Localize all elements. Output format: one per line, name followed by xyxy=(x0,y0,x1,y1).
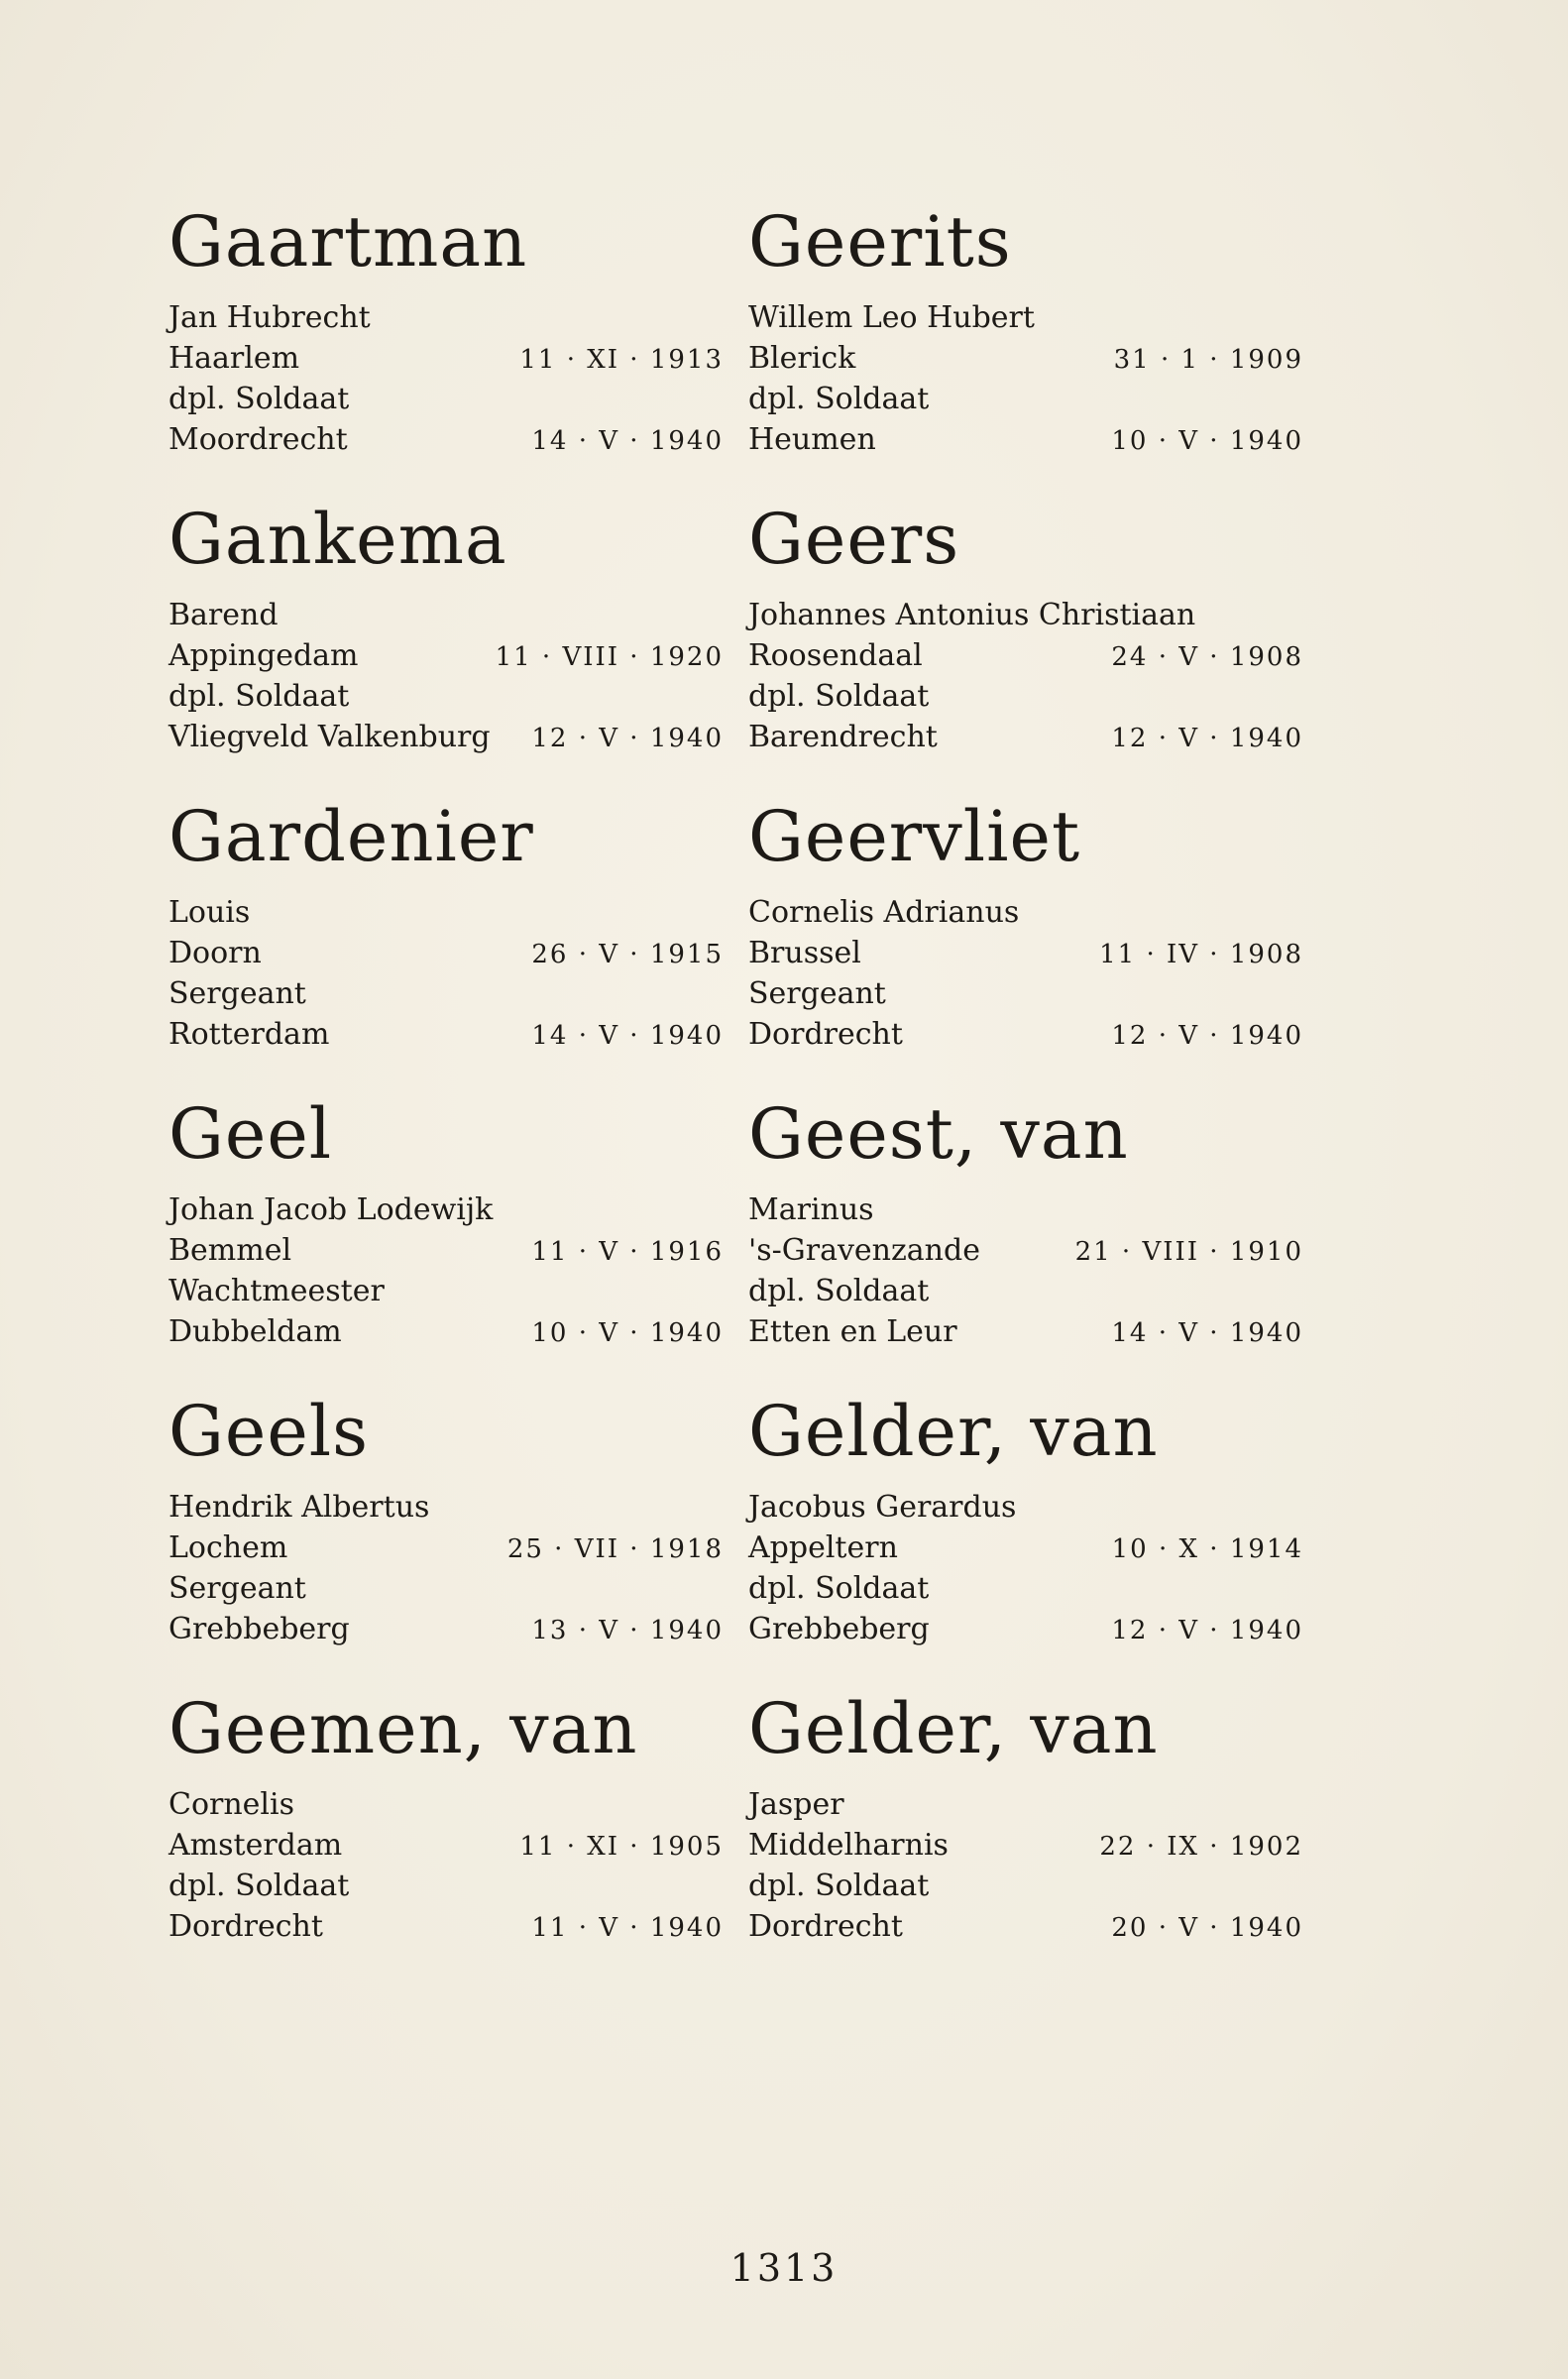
given-names: Barend xyxy=(168,598,279,632)
birth-date: 11 · IV · 1908 xyxy=(1099,940,1303,969)
death-place: Dordrecht xyxy=(748,1017,903,1052)
given-names: Willem Leo Hubert xyxy=(748,300,1035,335)
entry xyxy=(748,496,1303,793)
birth-place: Brussel xyxy=(748,936,861,970)
death-place: Dordrecht xyxy=(748,1909,903,1944)
rank-row xyxy=(168,1568,724,1609)
birth-place: Blerick xyxy=(748,341,856,376)
rank-row xyxy=(748,1866,1303,1906)
birth-place: Middelharnis xyxy=(748,1828,949,1863)
given-names-row xyxy=(748,297,1303,338)
rank-row xyxy=(168,973,724,1014)
birth-place: Appingedam xyxy=(168,638,359,673)
rank: dpl. Soldaat xyxy=(748,1869,930,1903)
surname: Gardenier xyxy=(168,796,534,877)
surname: Gelder, van xyxy=(748,1391,1159,1472)
given-names: Hendrik Albertus xyxy=(168,1490,430,1525)
death-place: Grebbeberg xyxy=(748,1612,930,1646)
death-row xyxy=(168,1609,724,1649)
surname: Geers xyxy=(748,499,960,580)
entry xyxy=(748,793,1303,1090)
birth-date: 25 · VII · 1918 xyxy=(506,1534,724,1564)
death-place: Grebbeberg xyxy=(168,1612,350,1646)
death-place: Rotterdam xyxy=(168,1017,330,1052)
death-place: Dordrecht xyxy=(168,1909,323,1944)
given-names: Jan Hubrecht xyxy=(168,300,371,335)
birth-place: Lochem xyxy=(168,1530,288,1565)
rank: Sergeant xyxy=(168,1571,306,1606)
surname: Geervliet xyxy=(748,796,1081,877)
given-names-row xyxy=(168,297,724,338)
birth-date: 26 · V · 1915 xyxy=(531,940,724,969)
given-names: Cornelis Adrianus xyxy=(748,895,1020,930)
birth-row xyxy=(168,1825,724,1866)
death-row xyxy=(168,419,724,460)
rank: dpl. Soldaat xyxy=(748,1274,930,1308)
death-place: Barendrecht xyxy=(748,720,938,754)
entry xyxy=(748,1388,1303,1685)
birth-row xyxy=(168,1230,724,1271)
given-names-row xyxy=(168,892,724,933)
birth-place: Roosendaal xyxy=(748,638,923,673)
entry xyxy=(748,1090,1303,1388)
rank: Sergeant xyxy=(168,976,306,1011)
birth-place: Appeltern xyxy=(748,1530,898,1565)
given-names: Marinus xyxy=(748,1192,874,1227)
death-date: 10 · V · 1940 xyxy=(531,1318,724,1348)
birth-row xyxy=(748,1825,1303,1866)
given-names-row xyxy=(168,1190,724,1230)
entry xyxy=(748,198,1303,496)
rank-row xyxy=(748,379,1303,419)
death-date: 11 · V · 1940 xyxy=(531,1913,724,1943)
death-row xyxy=(748,1609,1303,1649)
rank-row xyxy=(748,676,1303,717)
birth-row xyxy=(748,338,1303,379)
death-row xyxy=(748,1906,1303,1947)
surname: Geest, van xyxy=(748,1093,1129,1175)
birth-date: 22 · IX · 1902 xyxy=(1099,1832,1303,1862)
rank: dpl. Soldaat xyxy=(168,382,350,416)
death-date: 12 · V · 1940 xyxy=(1111,724,1303,753)
birth-place: Haarlem xyxy=(168,341,300,376)
given-names-row xyxy=(748,1190,1303,1230)
birth-date: 11 · XI · 1913 xyxy=(519,345,724,375)
birth-date: 24 · V · 1908 xyxy=(1111,642,1303,672)
birth-date: 10 · X · 1914 xyxy=(1111,1534,1303,1564)
surname: Geels xyxy=(168,1391,370,1472)
death-row xyxy=(748,1014,1303,1055)
death-date: 14 · V · 1940 xyxy=(1111,1318,1303,1348)
rank-row xyxy=(168,1271,724,1311)
birth-place: Doorn xyxy=(168,936,262,970)
given-names: Johannes Antonius Christiaan xyxy=(748,598,1196,632)
birth-row xyxy=(168,338,724,379)
rank: Wachtmeester xyxy=(168,1274,385,1308)
death-row xyxy=(168,1906,724,1947)
death-date: 20 · V · 1940 xyxy=(1111,1913,1303,1943)
surname: Geerits xyxy=(748,201,1012,283)
surname: Gaartman xyxy=(168,201,528,283)
death-date: 10 · V · 1940 xyxy=(1111,426,1303,456)
birth-place: Amsterdam xyxy=(168,1828,343,1863)
entry xyxy=(748,1685,1303,1982)
death-place: Etten en Leur xyxy=(748,1314,957,1349)
surname: Gankema xyxy=(168,499,507,580)
given-names: Louis xyxy=(168,895,251,930)
rank-row xyxy=(168,379,724,419)
death-place: Dubbeldam xyxy=(168,1314,342,1349)
given-names: Jacobus Gerardus xyxy=(748,1490,1017,1525)
entry xyxy=(168,198,724,496)
given-names: Jasper xyxy=(748,1787,844,1822)
rank: dpl. Soldaat xyxy=(748,382,930,416)
given-names-row xyxy=(748,892,1303,933)
death-place: Moordrecht xyxy=(168,422,348,457)
death-row xyxy=(168,1014,724,1055)
birth-row xyxy=(748,933,1303,973)
entry xyxy=(168,1685,724,1982)
entry xyxy=(168,793,724,1090)
death-date: 13 · V · 1940 xyxy=(531,1616,724,1645)
given-names-row xyxy=(748,595,1303,635)
entry xyxy=(168,1388,724,1685)
death-place: Vliegveld Valkenburg xyxy=(168,720,491,754)
birth-place: 's-Gravenzande xyxy=(748,1233,980,1268)
right-column xyxy=(748,198,1303,1982)
entry xyxy=(168,1090,724,1388)
rank-row xyxy=(748,1271,1303,1311)
rank-row xyxy=(748,973,1303,1014)
rank: dpl. Soldaat xyxy=(748,1571,930,1606)
birth-date: 31 · 1 · 1909 xyxy=(1113,345,1303,375)
death-row xyxy=(748,1311,1303,1352)
death-date: 12 · V · 1940 xyxy=(531,724,724,753)
death-date: 12 · V · 1940 xyxy=(1111,1021,1303,1051)
rank-row xyxy=(168,1866,724,1906)
birth-date: 21 · VIII · 1910 xyxy=(1074,1237,1303,1267)
birth-row xyxy=(748,635,1303,676)
death-row xyxy=(168,717,724,757)
given-names-row xyxy=(168,1784,724,1825)
death-row xyxy=(168,1311,724,1352)
birth-row xyxy=(748,1528,1303,1568)
death-row xyxy=(748,717,1303,757)
birth-date: 11 · XI · 1905 xyxy=(519,1832,724,1862)
birth-row xyxy=(168,933,724,973)
death-place: Heumen xyxy=(748,422,876,457)
rank: Sergeant xyxy=(748,976,886,1011)
birth-row xyxy=(748,1230,1303,1271)
rank: dpl. Soldaat xyxy=(748,679,930,714)
death-date: 14 · V · 1940 xyxy=(531,1021,724,1051)
rank: dpl. Soldaat xyxy=(168,679,350,714)
birth-place: Bemmel xyxy=(168,1233,292,1268)
page-number: 1313 xyxy=(729,2246,839,2290)
rank-row xyxy=(168,676,724,717)
rank-row xyxy=(748,1568,1303,1609)
given-names: Johan Jacob Lodewijk xyxy=(168,1192,494,1227)
rank: dpl. Soldaat xyxy=(168,1869,350,1903)
given-names: Cornelis xyxy=(168,1787,295,1822)
given-names-row xyxy=(748,1487,1303,1528)
death-row xyxy=(748,419,1303,460)
entry xyxy=(168,496,724,793)
given-names-row xyxy=(748,1784,1303,1825)
surname: Geemen, van xyxy=(168,1688,638,1769)
given-names-row xyxy=(168,1487,724,1528)
surname: Gelder, van xyxy=(748,1688,1159,1769)
birth-date: 11 · V · 1916 xyxy=(531,1237,724,1267)
given-names-row xyxy=(168,595,724,635)
birth-row xyxy=(168,635,724,676)
birth-date: 11 · VIII · 1920 xyxy=(495,642,724,672)
death-date: 12 · V · 1940 xyxy=(1111,1616,1303,1645)
death-date: 14 · V · 1940 xyxy=(531,426,724,456)
surname: Geel xyxy=(168,1093,333,1175)
birth-row xyxy=(168,1528,724,1568)
left-column xyxy=(168,198,724,1982)
